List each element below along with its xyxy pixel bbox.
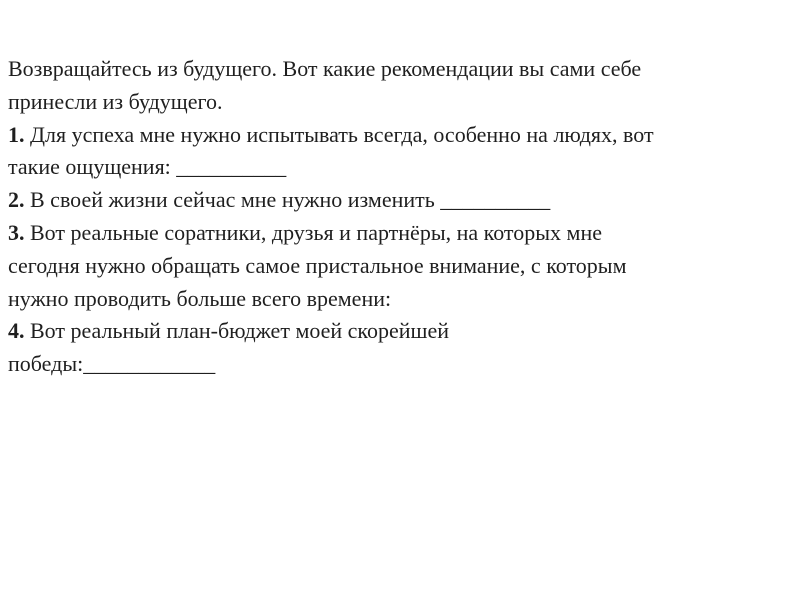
text-body	[8, 53, 793, 381]
item-4-line-2: победы:____________	[8, 351, 216, 377]
item-4-number: 4.	[8, 318, 25, 344]
item-2-text-1: В своей жизни сейчас мне нужно изменить __________	[24, 187, 551, 213]
item-2-line-1	[8, 184, 793, 217]
item-4-line-1	[8, 315, 793, 348]
item-3-text-1: Вот реальные соратники, друзья и партнёры, на которых мне	[24, 219, 602, 245]
intro-line-1: Возвращайтесь из будущего. Вот какие рекомендации вы сами себе	[8, 56, 642, 81]
item-3-line-3: нужно проводить больше всего времени:	[8, 285, 392, 311]
item-1-text-1: Для успеха мне нужно испытывать всегда, особенно на людях, вот	[24, 121, 654, 147]
item-3-number: 3.	[8, 219, 25, 245]
item-3-line-2: сегодня нужно обращать самое пристальное внимание, с которым	[8, 252, 627, 278]
intro-line-2: принесли из будущего.	[8, 88, 223, 114]
item-1-line-2: такие ощущения: __________	[8, 154, 287, 180]
item-1-number: 1.	[8, 121, 25, 147]
item-3-line-1	[8, 217, 793, 250]
item-1-line-1	[8, 119, 793, 152]
item-2-number: 2.	[8, 187, 25, 213]
item-4-text-1: Вот реальный план-бюджет моей скорейшей	[24, 318, 450, 344]
